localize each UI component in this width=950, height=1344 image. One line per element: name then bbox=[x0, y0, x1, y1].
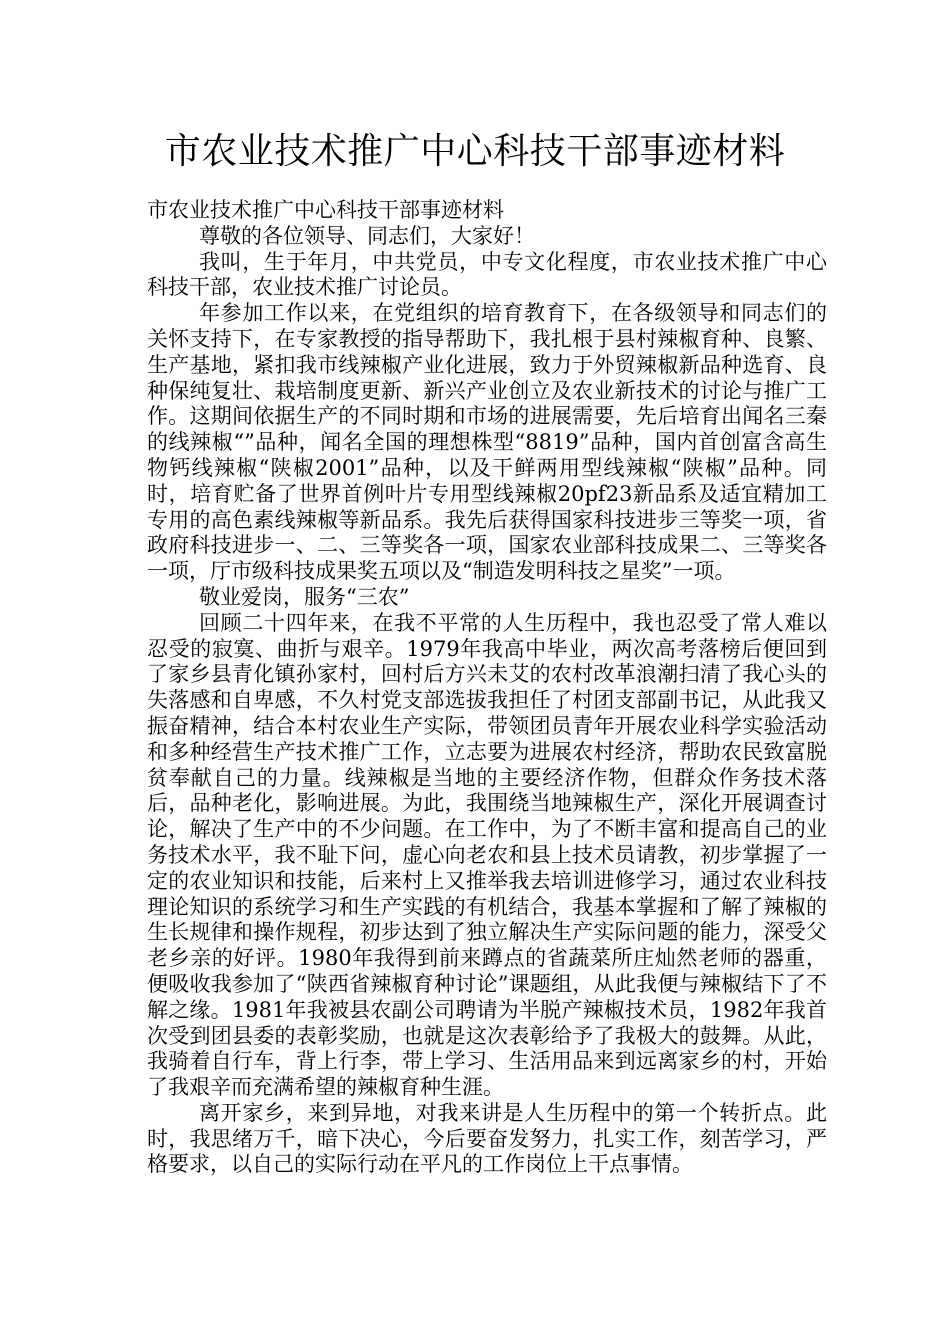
document-subtitle: 市农业技术推广中心科技干部事迹材料 bbox=[147, 198, 504, 222]
document-body bbox=[147, 198, 827, 1178]
paragraph-history: 回顾二十四年来，在我不平常的人生历程中，我也忍受了常人难以忍受的寂寞、曲折与艰辛。1979年我高中毕业，两次高考落榜后便回到了家乡县青化镇孙家村，回村后方兴未艾的农村改革浪潮扫清了我心头的失落感和自卑感，不久村党支部选拔我担任了村团支部副书记，从此我又振奋精神，结合本村农业生产实际，带领团员青年开展农业科学实验活动和多种经营生产技术推广工作，立志要为进展农村经济，帮助农民致富脱贫奉献自己的力量。线辣椒是当地的主要经济作物，但群众作务技术落后，品种老化，影响进展。为此，我围绕当地辣椒生产，深化开展调查讨论，解决了生产中的不少问题。在工作中，为了不断丰富和提高自己的业务技术水平，我不耻下问，虚心向老农和县上技术员请教，初步掌握了一定的农业知识和技能，后来村上又推举我去培训进修学习，通过农业科技理论知识的系统学习和生产实践的有机结合，我基本掌握和了解了辣椒的生长规律和操作规程，初步达到了独立解决生产实际问题的能力，深受父老乡亲的好评。1980年我得到前来蹲点的省蔬菜所庄灿然老师的器重，便吸收我参加了“陕西省辣椒育种讨论”课题组，从此我便与辣椒结下了不解之缘。1981年我被县农副公司聘请为半脱产辣椒技术员，1982年我首次受到团县委的表彰奖励，也就是这次表彰给予了我极大的鼓舞。从此，我骑着自行车，背上行李，带上学习、生活用品来到远离家乡的村，开始了我艰辛而充满希望的辣椒育种生涯。 bbox=[147, 610, 827, 1100]
paragraph-introduction: 我叫，生于年月，中共党员，中专文化程度，市农业技术推广中心科技干部，农业技术推广讨论员。 bbox=[147, 249, 827, 300]
document-title: 市农业技术推广中心科技干部事迹材料 bbox=[164, 131, 786, 172]
section-heading: 敬业爱岗，服务“三农” bbox=[199, 584, 410, 609]
paragraph-greeting: 尊敬的各位领导、同志们，大家好！ bbox=[199, 223, 535, 248]
paragraph-turning-point: 离开家乡，来到异地，对我来讲是人生历程中的第一个转折点。此时，我思绪万千，暗下决心，今后要奋发努力，扎实工作，刻苦学习，严格要求，以自己的实际行动在平凡的工作岗位上干点事情。 bbox=[147, 1100, 827, 1177]
paragraph-achievements: 年参加工作以来，在党组织的培育教育下，在各级领导和同志们的关怀支持下，在专家教授的指导帮助下，我扎根于县村辣椒育种、良繁、生产基地，紧扣我市线辣椒产业化进展，致力于外贸辣椒新品种选育、良种保纯复壮、栽培制度更新、新兴产业创立及农业新技术的讨论与推广工作。这期间依据生产的不同时期和市场的进展需要，先后培育出闻名三秦的线辣椒“”品种，闻名全国的理想株型“8819”品种，国内首创富含高生物钙线辣椒“陕椒2001”品种，以及干鲜两用型线辣椒“陕椒”品种。同时，培育贮备了世界首例叶片专用型线辣椒20pf23新品系及适宜精加工专用的高色素线辣椒等新品系。我先后获得国家科技进步三等奖一项，省政府科技进步一、二、三等奖各一项，国家农业部科技成果二、三等奖各一项，厅市级科技成果奖五项以及“制造发明科技之星奖”一项。 bbox=[147, 301, 827, 584]
